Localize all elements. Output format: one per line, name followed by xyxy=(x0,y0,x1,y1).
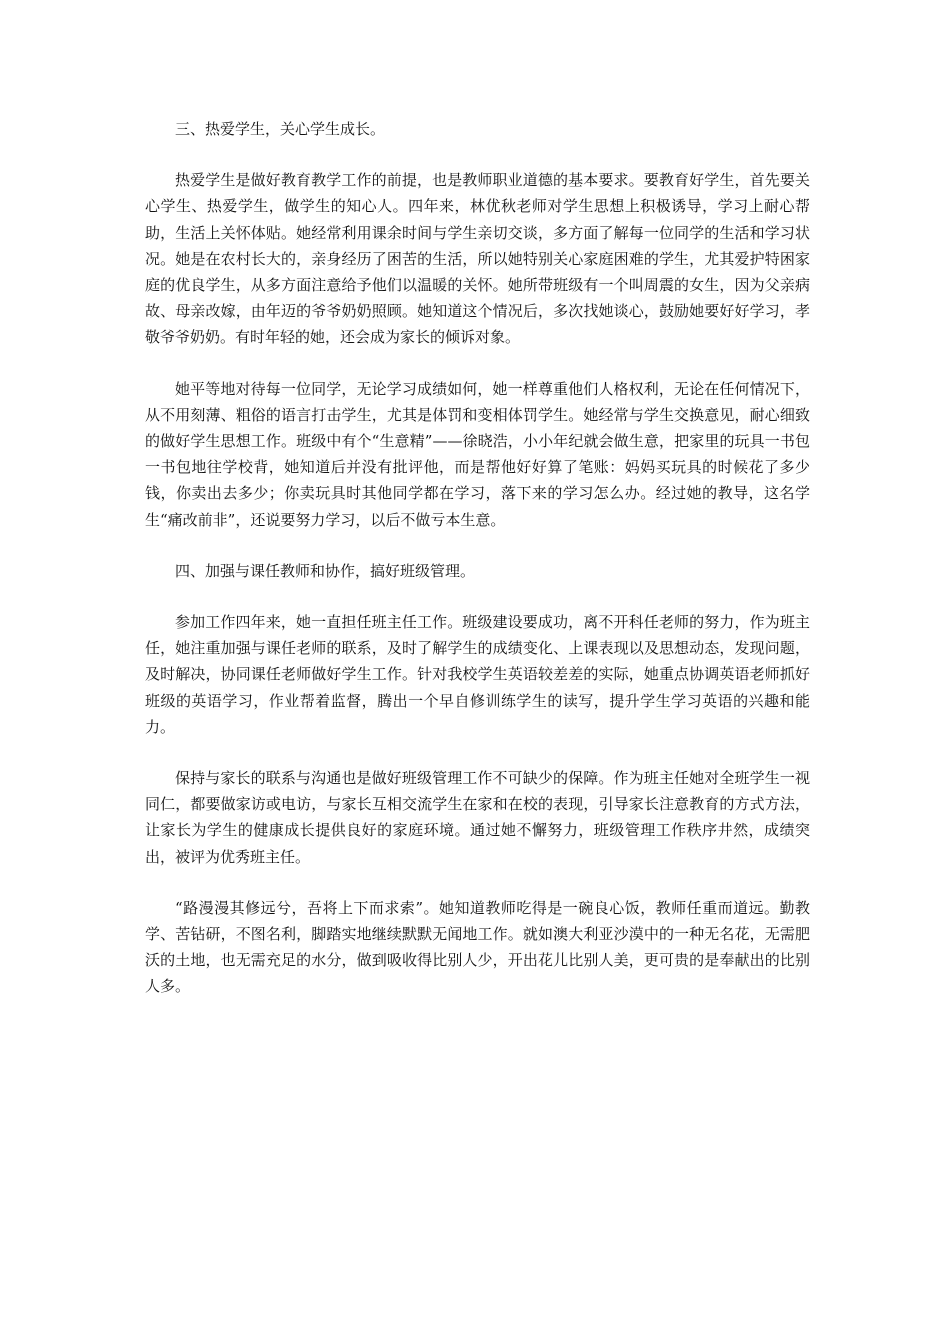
document-page xyxy=(145,116,810,1025)
section-heading-4: 四、加强与课任教师和协作，搞好班级管理。 xyxy=(175,561,476,580)
paragraph-parent-communication: 保持与家长的联系与沟通也是做好班级管理工作不可缺少的保障。作为班主任她对全班学生一视同仁，都要做家访或电访，与家长互相交流学生在家和在校的表现，引导家长注意教育的方式方法，让家长为学生的健康成长提供良好的家庭环境。通过她不懈努力，班级管理工作秩序井然，成绩突出，被评为优秀班主任。 xyxy=(145,769,810,866)
paragraph-equal-treatment: 她平等地对待每一位同学，无论学习成绩如何，她一样尊重他们人格权利，无论在任何情况下，从不用刻薄、粗俗的语言打击学生，尤其是体罚和变相体罚学生。她经常与学生交换意见，耐心细致的做好学生思想工作。班级中有个“生意精”——徐晓浩，小小年纪就会做生意，把家里的玩具一书包一书包地往学校背，她知道后并没有批评他，而是帮他好好算了笔账：妈妈买玩具的时候花了多少钱，你卖出去多少；你卖玩具时其他同学都在学习，落下来的学习怎么办。经过她的教导，这名学生“痛改前非”，还说要努力学习，以后不做亏本生意。 xyxy=(145,379,810,529)
section-heading-3: 三、热爱学生，关心学生成长。 xyxy=(175,120,386,138)
paragraph-class-teacher-work: 参加工作四年来，她一直担任班主任工作。班级建设要成功，离不开科任老师的努力，作为班主任，她注重加强与课任老师的联系，及时了解学生的成绩变化、上课表现以及思想动态，发现问题，及时解决，协同课任老师做好学生工作。针对我校学生英语较差差的实际，她重点协调英语老师抓好班级的英语学习，作业帮着监督，腾出一个早自修训练学生的读写，提升学生学习英语的兴趣和能力。 xyxy=(145,613,810,736)
paragraph-love-students: 热爱学生是做好教育教学工作的前提，也是教师职业道德的基本要求。要教育好学生，首先要关心学生、热爱学生，做学生的知心人。四年来，林优秋老师对学生思想上积极诱导，学习上耐心帮助，生活上关怀体贴。她经常利用课余时间与学生亲切交谈，多方面了解每一位同学的生活和学习状况。她是在农村长大的，亲身经历了困苦的生活，所以她特别关心家庭困难的学生，尤其爱护特困家庭的优良学生，从多方面注意给予他们以温暖的关怀。她所带班级有一个叫周震的女生，因为父亲病故、母亲改嫁，由年迈的爷爷奶奶照顾。她知道这个情况后，多次找她谈心，鼓励她要好好学习，孝敬爷爷奶奶。有时年轻的她，还会成为家长的倾诉对象。 xyxy=(145,171,810,347)
paragraph-conclusion: “路漫漫其修远兮，吾将上下而求索”。她知道教师吃得是一碗良心饭，教师任重而道远。勤教学、苦钻研，不图名利，脚踏实地继续默默无闻地工作。就如澳大利亚沙漠中的一种无名花，无需肥沃的土地，也无需充足的水分，做到吸收得比别人少，开出花儿比别人美，更可贵的是奉献出的比别人多。 xyxy=(145,898,810,996)
